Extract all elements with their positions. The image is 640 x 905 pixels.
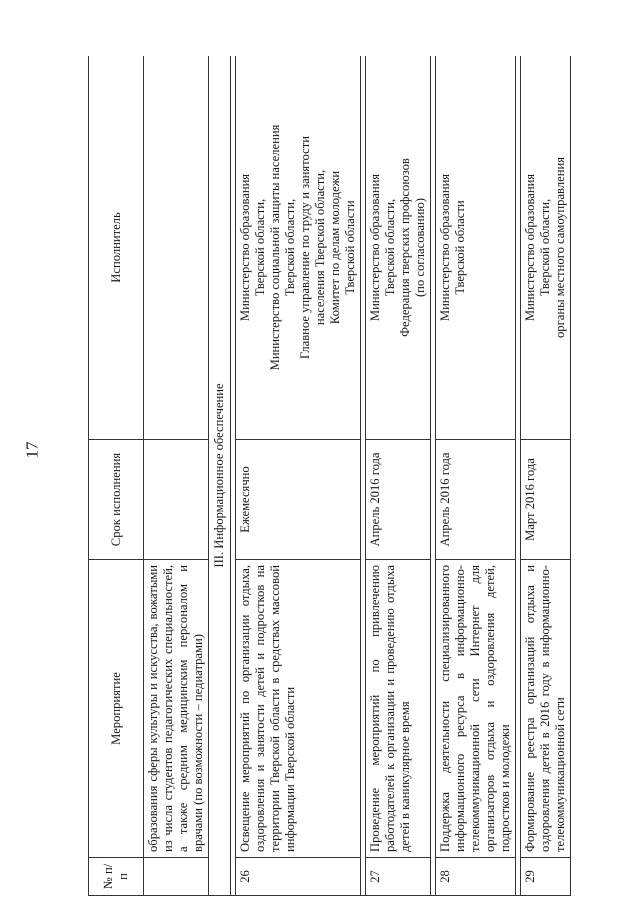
cell-activity: Освещение мероприятий по организации отдыха, оздоровления и занятости детей и подростков на территории Тверской области в средствах массовой информации Тверской области: [236, 560, 361, 858]
header-activity: Мероприятие: [89, 560, 144, 858]
cell-activity: Формирование реестра организаций отдыха и оздоровления детей в 2016 году в информационно-телекоммуникационной сети: [521, 560, 571, 858]
table-row-continued: [144, 56, 209, 896]
executor-line: Федерация тверских профсоюзов: [398, 158, 412, 337]
plan-table: [88, 56, 571, 896]
cell-term: Март 2016 года: [521, 440, 571, 560]
header-executor: Исполнитель: [89, 56, 144, 440]
cell-num: 26: [236, 858, 361, 896]
table-row-29: [521, 56, 571, 896]
executor-line: Тверской области,: [253, 198, 267, 297]
executor-line: Министерство образования: [523, 173, 537, 322]
executor-line: Комитет по делам молодежи: [328, 170, 342, 325]
executor-line: Министерство образования: [238, 173, 252, 322]
cell-executor: [366, 56, 431, 440]
executor-line: Тверской области,: [538, 198, 552, 297]
executor-line: Тверской области: [453, 200, 467, 295]
table-header-row: [89, 56, 144, 896]
executor-line: Министерство образования: [368, 173, 382, 322]
executor-line: Главное управление по труду и занятости: [298, 136, 312, 359]
cell-executor: [521, 56, 571, 440]
executor-line: Тверской области,: [383, 198, 397, 297]
executor-line: (по согласованию): [413, 198, 427, 298]
header-term: Срок исполнения: [89, 440, 144, 560]
executor-line: Министерство социальной защиты населения: [268, 124, 282, 371]
cell-num: 28: [436, 858, 516, 896]
section-row: [209, 56, 231, 896]
executor-line: Министерство образования: [438, 173, 452, 322]
cell-term: Ежемесячно: [236, 440, 361, 560]
cell-activity: Проведение мероприятий по привлечению работодателей к организации и проведению отдыха детей в каникулярное время: [366, 560, 431, 858]
table-row-27: [366, 56, 431, 896]
rotated-content: [88, 56, 613, 896]
cell-num: 27: [366, 858, 431, 896]
cell-term: Апрель 2016 года: [436, 440, 516, 560]
header-num: № п/п: [89, 858, 144, 896]
executor-line: органы местного самоуправления: [553, 157, 567, 338]
page-number: 17: [22, 441, 42, 459]
executor-line: Тверской области: [343, 200, 357, 295]
cell-activity: Поддержка деятельности специализированного информационного ресурса в информационно-телекоммуникационной сети Интернет для организаторов отдыха и оздоровления детей, подростков и молодежи: [436, 560, 516, 858]
cell-activity: образования сферы культуры и искусства, вожатыми из числа студентов педагогических специальностей, а также средним медицинским персоналом и врачами (по возможности – педиатрами): [144, 560, 209, 858]
cell-executor: [236, 56, 361, 440]
cell-term: Апрель 2016 года: [366, 440, 431, 560]
cell-num: 29: [521, 858, 571, 896]
executor-line: Тверской области,: [283, 198, 297, 297]
table-row-26: [236, 56, 361, 896]
cell-executor: [144, 56, 209, 440]
table-row-28: [436, 56, 516, 896]
executor-line: населения Тверской области,: [313, 169, 327, 326]
section-title: III. Информационное обеспечение: [209, 56, 231, 896]
rotated-table-frame: [88, 56, 613, 896]
cell-executor: [436, 56, 516, 440]
cell-term: [144, 440, 209, 560]
cell-num: [144, 858, 209, 896]
